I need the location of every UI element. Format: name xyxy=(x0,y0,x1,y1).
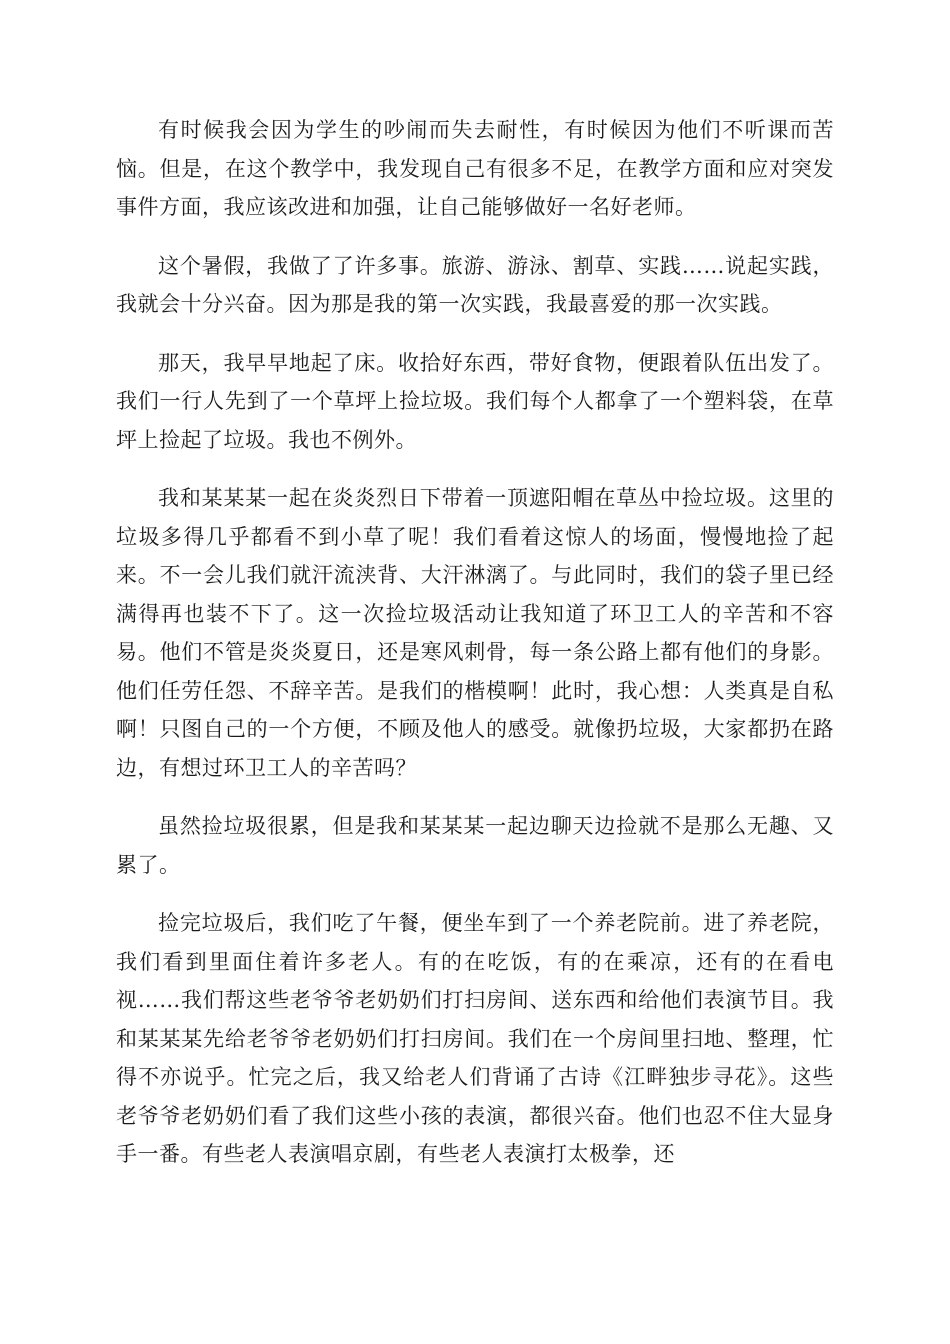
paragraph-3: 那天，我早早地起了床。收拾好东西，带好食物，便跟着队伍出发了。我们一行人先到了一个草坪上捡垃圾。我们每个人都拿了一个塑料袋，在草坪上捡起了垃圾。我也不例外。 xyxy=(116,350,834,452)
paragraph-1: 有时候我会因为学生的吵闹而失去耐性，有时候因为他们不听课而苦恼。但是，在这个教学中，我发现自己有很多不足，在教学方面和应对突发事件方面，我应该改进和加强，让自己能够做好一名好老师。 xyxy=(116,118,834,219)
paragraph-6: 捡完垃圾后，我们吃了午餐，便坐车到了一个养老院前。进了养老院，我们看到里面住着许多老人。有的在吃饭，有的在乘凉，还有的在看电视……我们帮这些老爷爷老奶奶们打扫房间、送东西和给他们表演节目。我和某某某先给老爷爷老奶奶们打扫房间。我们在一个房间里扫地、整理，忙得不亦说乎。忙完之后，我又给老人们背诵了古诗《江畔独步寻花》。这些老爷爷老奶奶们看了我们这些小孩的表演，都很兴奋。他们也忍不住大显身手一番。有些老人表演唱京剧，有些老人表演打太极拳，还 xyxy=(116,911,834,1166)
paragraph-4: 我和某某某一起在炎炎烈日下带着一顶遮阳帽在草丛中捡垃圾。这里的垃圾多得几乎都看不到小草了呢！我们看着这惊人的场面，慢慢地捡了起来。不一会儿我们就汗流浃背、大汗淋漓了。与此同时，我们的袋子里已经满得再也装不下了。这一次捡垃圾活动让我知道了环卫工人的辛苦和不容易。他们不管是炎炎夏日，还是寒风刺骨，每一条公路上都有他们的身影。他们任劳任怨、不辞辛苦。是我们的楷模啊！此时，我心想：人类真是自私啊！只图自己的一个方便，不顾及他人的感受。就像扔垃圾，大家都扔在路边，有想过环卫工人的辛苦吗？ xyxy=(116,486,834,780)
document-body xyxy=(116,111,834,1194)
paragraph-2: 这个暑假，我做了了许多事。旅游、游泳、割草、实践……说起实践，我就会十分兴奋。因为那是我的第一次实践，我最喜爱的那一次实践。 xyxy=(116,253,834,316)
paragraph-5: 虽然捡垃圾很累，但是我和某某某一起边聊天边捡就不是那么无趣、又累了。 xyxy=(116,814,834,877)
